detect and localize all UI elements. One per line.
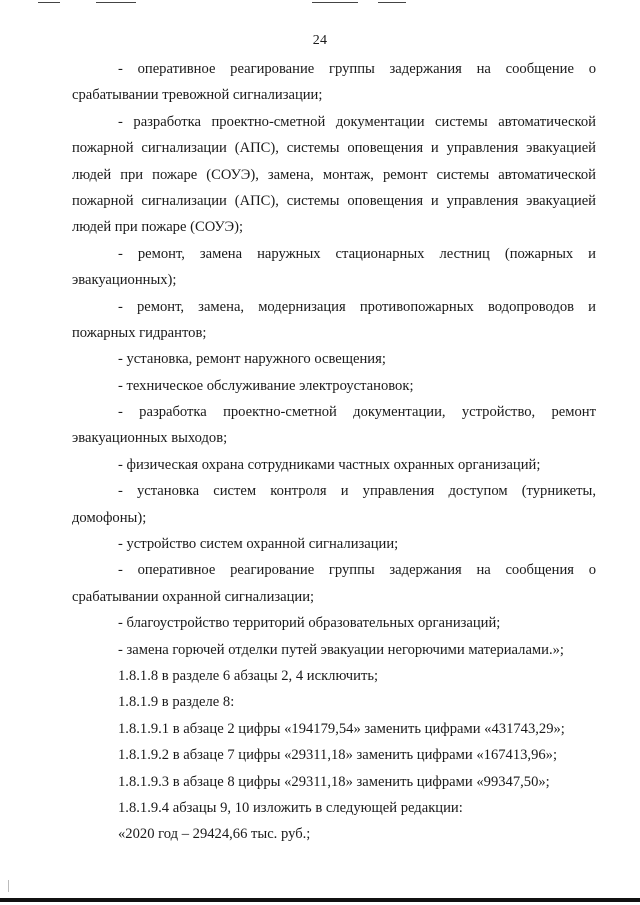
paragraph xyxy=(72,241,596,294)
text-line: - замена горючей отделки путей эвакуации негорючими материалами.»; xyxy=(118,641,564,658)
text-line: эвакуационных); xyxy=(72,272,177,289)
paragraph xyxy=(72,610,596,636)
text-line: пожарной сигнализации (АПС), системы оповещения и управления эвакуацией xyxy=(72,140,596,157)
paragraph xyxy=(72,399,596,452)
text-line: пожарной сигнализации (АПС), системы оповещения и управления эвакуацией xyxy=(72,192,596,209)
text-line: срабатывании тревожной сигнализации; xyxy=(72,87,323,104)
paragraph xyxy=(72,531,596,557)
text-line: - оперативное реагирование группы задержания на сообщение о xyxy=(118,61,596,77)
text-line: - установка, ремонт наружного освещения; xyxy=(118,351,386,368)
text-line: - разработка проектно-сметной документации системы автоматической xyxy=(118,113,596,130)
text-line: людей при пожаре (СОУЭ); xyxy=(72,219,244,236)
text-line: - оперативное реагирование группы задержания на сообщения о xyxy=(118,562,596,579)
paragraph xyxy=(72,478,596,531)
paragraph xyxy=(72,56,596,109)
paragraph xyxy=(72,109,596,241)
text-line: 1.8.1.9.3 в абзаце 8 цифры «29311,18» заменить цифрами «99347,50»; xyxy=(118,773,550,790)
paragraph xyxy=(72,821,596,847)
paragraph xyxy=(72,742,596,768)
text-line: 1.8.1.8 в разделе 6 абзацы 2, 4 исключить; xyxy=(118,667,379,684)
text-line: - благоустройство территорий образовательных организаций; xyxy=(118,615,501,632)
text-line: эвакуационных выходов; xyxy=(72,430,228,447)
top-edge-marks xyxy=(0,0,640,6)
text-line: - ремонт, замена наружных стационарных лестниц (пожарных и xyxy=(118,245,596,262)
page-number: 24 xyxy=(312,33,328,48)
text-line: - разработка проектно-сметной документации, устройство, ремонт xyxy=(118,404,596,421)
text-line: 1.8.1.9.4 абзацы 9, 10 изложить в следующей редакции: xyxy=(118,799,463,816)
text-line: - физическая охрана сотрудниками частных охранных организаций; xyxy=(118,456,541,473)
scan-edge-mark xyxy=(8,880,9,892)
paragraph xyxy=(72,637,596,663)
paragraph xyxy=(72,346,596,372)
text-line: 1.8.1.9.2 в абзаце 7 цифры «29311,18» заменить цифрами «167413,96»; xyxy=(118,747,558,764)
text-line: - ремонт, замена, модернизация противопожарных водопроводов и xyxy=(118,298,596,315)
paragraph xyxy=(72,716,596,742)
document-body xyxy=(0,56,640,848)
text-line: домофоны); xyxy=(72,509,147,526)
paragraph xyxy=(72,373,596,399)
text-line: - техническое обслуживание электроустановок; xyxy=(118,377,414,394)
paragraph xyxy=(72,452,596,478)
paragraph xyxy=(72,769,596,795)
text-line: - установка систем контроля и управления доступом (турникеты, xyxy=(118,483,596,500)
bottom-edge-rule xyxy=(0,898,640,902)
text-line: пожарных гидрантов; xyxy=(72,324,207,341)
paragraph xyxy=(72,663,596,689)
paragraph xyxy=(72,795,596,821)
text-line: 1.8.1.9 в разделе 8: xyxy=(118,694,235,711)
paragraph xyxy=(72,557,596,610)
text-line: срабатывании охранной сигнализации; xyxy=(72,588,315,605)
text-line: 1.8.1.9.1 в абзаце 2 цифры «194179,54» заменить цифрами «431743,29»; xyxy=(118,720,565,737)
paragraph xyxy=(72,294,596,347)
text-line: людей при пожаре (СОУЭ), замена, монтаж, ремонт системы автоматической xyxy=(72,166,596,183)
paragraph xyxy=(72,689,596,715)
text-line: - устройство систем охранной сигнализации; xyxy=(118,536,399,553)
text-line: «2020 год – 29424,66 тыс. руб.; xyxy=(118,826,311,843)
